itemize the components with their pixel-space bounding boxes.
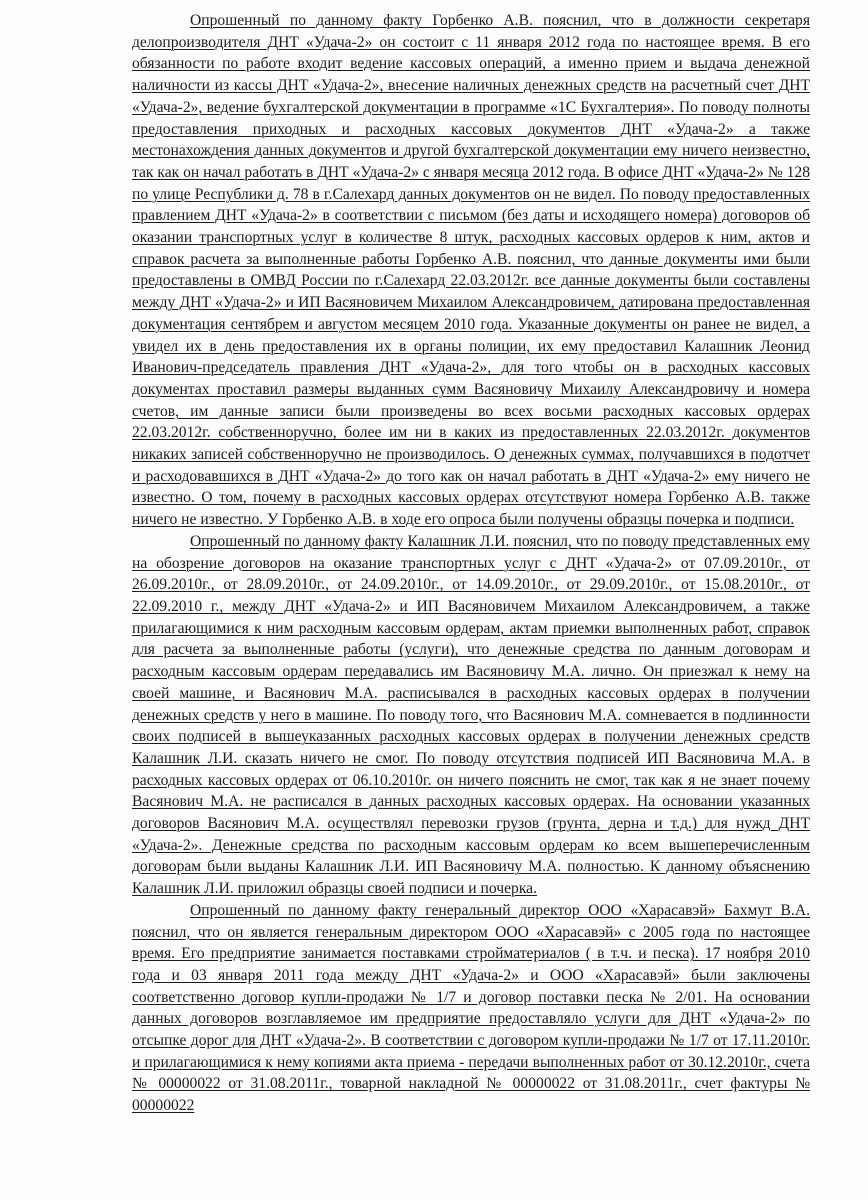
paragraph-gorbenko: Опрошенный по данному факту Горбенко А.В. пояснил, что в должности секретаря делопроизводителя ДНТ «Удача-2» он состоит с 11 января 2012 года по настоящее время. В его обязанности по работе входит ведение кассовых операций, а именно прием и выдача денежной наличности из кассы ДНТ «Удача-2», внесение наличных денежных средств на расчетный счет ДНТ «Удача-2», ведение бухгалтерской документации в программе «1С Бухгалтерия». По поводу полноты предоставления приходных и расходных кассовых документов ДНТ «Удача-2» а также местонахождения данных документов и другой бухгалтерской документации ему ничего неизвестно, так как он начал работать в ДНТ «Удача-2» с января месяца 2012 года. В офисе ДНТ «Удача-2» № 128 по улице Республики д. 78 в г.Салехард данных документов он не видел. По поводу предоставленных правлением ДНТ «Удача-2» в соответствии с письмом (без даты и исходящего номера) договоров об оказании транспортных услуг в количестве 8 штук, расходных кассовых ордеров к ним, актов и справок расчета за выполненные работы Горбенко А.В. пояснил, что данные документы ими были предоставлены в ОМВД России по г.Салехард 22.03.2012г. все данные документы были составлены между ДНТ «Удача-2» и ИП Васяновичем Михаилом Александровичем, датирована предоставленная документация сентябрем и августом месяцем 2010 года. Указанные документы он ранее не видел, а увидел их в день предоставления их в органы полиции, их ему предоставил Калашник Леонид Иванович-председатель правления ДНТ «Удача-2», для того чтобы он в расходных кассовых документах проставил размеры выданных сумм Васяновичу Михаилу Александровичу и номера счетов, им данные записи были произведены во всех восьми расходных кассовых ордерах 22.03.2012г. собственноручно, более им ни в каких из предоставленных 22.03.2012г. документов никаких записей собственноручно не производилось. О денежных суммах, получавшихся в подотчет и расходовавшихся в ДНТ «Удача-2» до того как он начал работать в ДНТ «Удача-2» ему ничего не известно. О том, почему в расходных кассовых ордерах отсутствуют номера Горбенко А.В. также ничего не известно. У Горбенко А.В. в ходе его опроса были получены образцы почерка и подписи. — [132, 12, 811, 529]
document-body — [132, 10, 810, 1117]
paragraph-kalashnik: Опрошенный по данному факту Калашник Л.И. пояснил, что по поводу представленных ему на обозрение договоров на оказание транспортных услуг с ДНТ «Удача-2» от 07.09.2010г., от 26.09.2010г., от 28.09.2010г., от 24.09.2010г., от 14.09.2010г., от 29.09.2010г., от 15.08.2010г., от 22.09.2010 г., между ДНТ «Удача-2» и ИП Васяновичем Михаилом Александровичем, а также прилагающимися к ним расходным кассовым ордерам, актам приемки выполненных работ, справок для расчета за выполненные работы (услуги), что денежные средства по данным договорам и расходным кассовым ордерам передавались им Васяновичу М.А. лично. Он приезжал к нему на своей машине, и Васянович М.А. расписывался в расходных кассовых ордерах в получении денежных средств у него в машине. По поводу того, что Васянович М.А. сомневается в подлинности своих подписей в вышеуказанных расходных кассовых ордерах в получении денежных средств Калашник Л.И. сказать ничего не смог. По поводу отсутствия подписей ИП Васяновича М.А. в расходных кассовых ордерах от 06.10.2010г. он ничего пояснить не смог, так как я не знает почему Васянович М.А. не расписался в данных расходных кассовых ордерах. На основании указанных договоров Васянович М.А. осуществлял перевозки грузов (грунта, дерна и т.д.) для нужд ДНТ «Удача-2». Денежные средства по расходным кассовым ордерам ко всем вышеперечисленным договорам были выданы Калашник Л.И. ИП Васяновичу М.А. полностью. К данному объяснению Калашник Л.И. приложил образцы своей подписи и почерка. — [132, 532, 810, 898]
paragraph-bakhmut: Опрошенный по данному факту генеральный директор ООО «Харасавэй» Бахмут В.А. пояснил, что он является генеральным директором ООО «Харасавэй» с 2005 года по настоящее время. Его предприятие занимается поставками стройматериалов ( в т.ч. и песка). 17 ноября 2010 года и 03 января 2011 года между ДНТ «Удача-2» и ООО «Харасавэй» были заключены соответственно договор купли-продажи № 1/7 и договор поставки песка № 2/01. На основании данных договоров возглавляемое им предприятие предоставляло услуги для ДНТ «Удача-2» по отсыпке дорог для ДНТ «Удача-2». В соответствии с договором купли-продажи № 1/7 от 17.11.2010г. и прилагающимися к нему копиями акта приема - передачи выполненных работ от 30.12.2010г., счета № 00000022 от 31.08.2011г., товарной накладной № 00000022 от 31.08.2011г., счет фактуры № 00000022 — [132, 901, 810, 1115]
